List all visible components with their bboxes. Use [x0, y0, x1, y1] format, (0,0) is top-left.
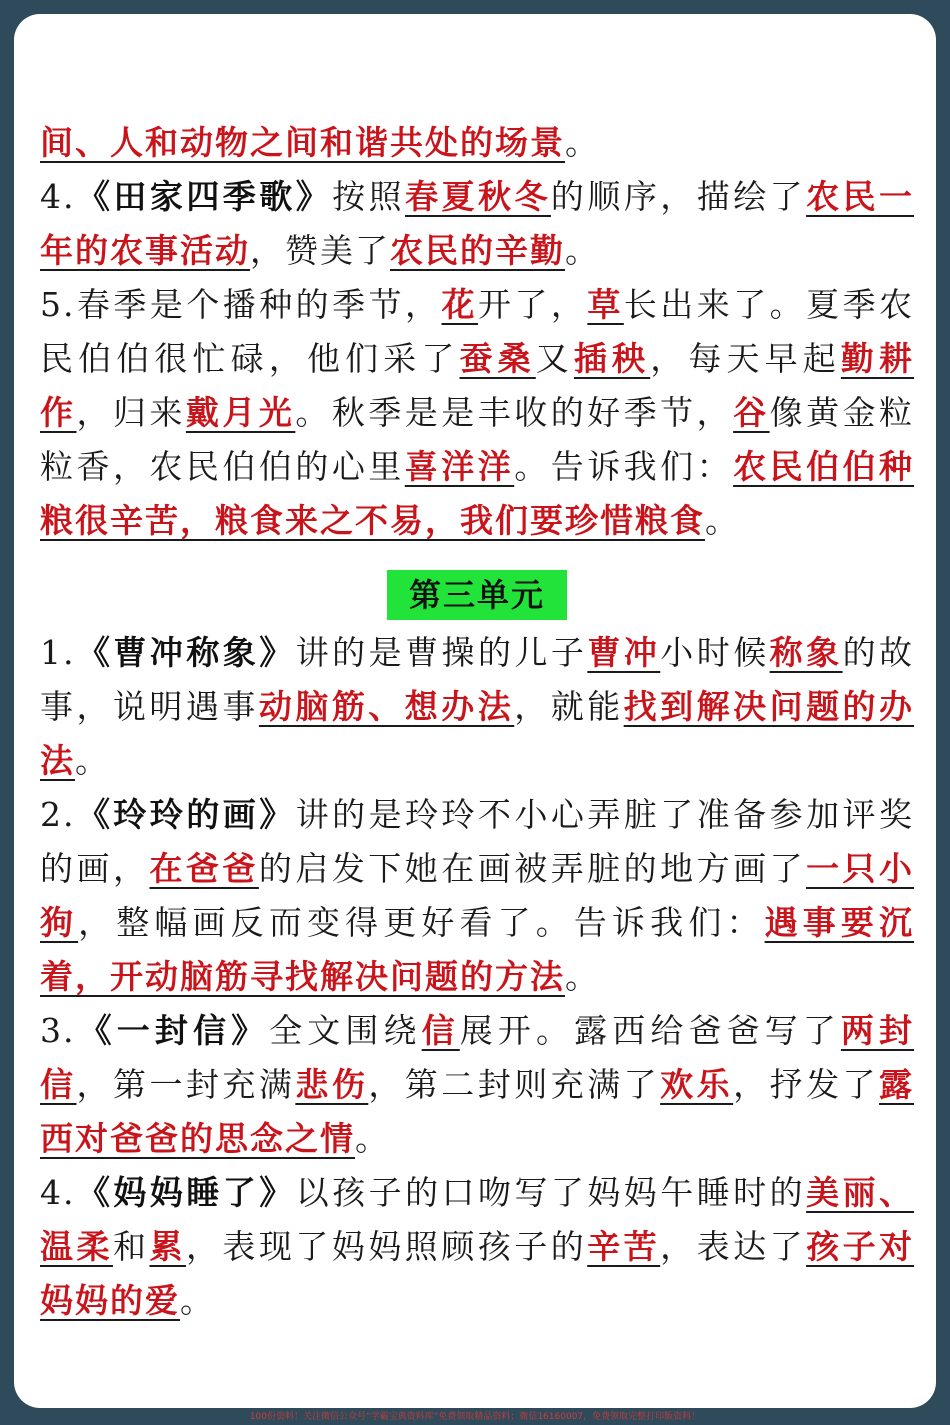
text: 。: [565, 231, 600, 270]
text: 5.春季是个播种的季节，: [40, 285, 442, 324]
keyword: 辛苦: [587, 1227, 661, 1266]
text: 的故事，说明遇事: [40, 633, 915, 726]
keyword: 戴月光: [185, 393, 296, 432]
lesson-title: 《一封信》: [75, 1011, 270, 1050]
text: 4.: [40, 177, 76, 216]
text: ，第一封充满: [76, 1065, 296, 1104]
text: ，整幅画反而变得更好看了。告诉我们：: [78, 903, 765, 942]
keyword: 谷: [733, 393, 770, 432]
keyword: 农民一年的农事活动: [40, 177, 915, 270]
text: ，抒发了: [733, 1065, 880, 1104]
keyword: 间、人和动物之间和谐共处的场景: [40, 123, 565, 162]
text: ，第二封则充满了: [368, 1065, 661, 1104]
text: 长出来了。夏季农民伯伯很忙碌，他们采了: [40, 285, 915, 378]
text: 以孩子的口吻写了妈妈午睡时的: [295, 1173, 807, 1212]
text: 1.: [40, 633, 76, 672]
text: 展开。露西给爸爸写了: [459, 1011, 841, 1050]
lesson-title: 《曹冲称象》: [75, 633, 296, 672]
keyword: 农民伯伯种粮很辛苦，粮食来之不易，我们要珍惜粮食: [40, 447, 915, 540]
text: 像黄金粒粒香，农民伯伯的心里: [40, 393, 915, 486]
keyword: 草: [587, 285, 624, 324]
paragraph-mama: [40, 1166, 914, 1328]
text: 按照: [332, 177, 406, 216]
paragraph-tianjia-sijige: [40, 170, 914, 278]
keyword: 动脑筋、想办法: [258, 687, 515, 726]
keyword: 遇事要沉着，开动脑筋寻找解决问题的方法: [40, 903, 915, 996]
footer-watermark-text: 100份资料！关注微信公众号“学霸宝典资料库”免费领取精品资料；微信16160007，免费领取完整打印版资料！: [249, 1412, 701, 1422]
keyword: 勤耕作: [40, 339, 915, 432]
keyword: 花: [441, 285, 478, 324]
text: 的启发下她在画被弄脏的地方画了: [258, 849, 807, 888]
lesson-title: 《妈妈睡了》: [75, 1173, 296, 1212]
keyword: 两封信: [40, 1011, 915, 1104]
text: ，就能: [514, 687, 624, 726]
text: 。: [565, 957, 600, 996]
text: 开了，: [477, 285, 588, 324]
lesson-title: 《田家四季歌》: [75, 177, 333, 216]
text: 。: [705, 501, 740, 540]
paragraph-lingling: [40, 788, 914, 1004]
keyword: 美丽、温柔: [40, 1173, 915, 1266]
text: 2.: [40, 795, 76, 834]
text: 。: [75, 741, 110, 780]
text: ，归来: [76, 393, 186, 432]
text: 。秋季是是丰收的好季节，: [295, 393, 734, 432]
keyword: 曹冲: [587, 633, 661, 672]
keyword: 春夏秋冬: [405, 177, 551, 216]
text: 。: [565, 123, 600, 162]
keyword: 农民的辛勤: [390, 231, 565, 270]
lesson-title: 《玲玲的画》: [75, 795, 296, 834]
paragraph-caochong: [40, 626, 914, 788]
text: 。告诉我们：: [514, 447, 734, 486]
keyword: 孩子对妈妈的爱: [40, 1227, 915, 1320]
keyword: 累: [149, 1227, 186, 1266]
keyword: 蚕桑: [459, 339, 536, 378]
text: 讲的是玲玲不小心弄脏了准备参加评奖的画，: [40, 795, 915, 888]
text: 。: [355, 1119, 390, 1158]
text: 3.: [40, 1011, 76, 1050]
keyword: 露西对爸爸的思念之情: [40, 1065, 915, 1158]
keyword: 找到解决问题的办法: [40, 687, 915, 780]
text: 和: [112, 1227, 150, 1266]
keyword: 一只小狗: [40, 849, 915, 942]
notes-content: [40, 116, 914, 1328]
keyword: 欢乐: [660, 1065, 734, 1104]
paragraph-continuation: [40, 116, 914, 170]
paragraph-seasons: [40, 278, 914, 548]
keyword: 在爸爸: [149, 849, 259, 888]
unit-heading: 第三单元: [387, 570, 567, 620]
text: 的顺序，描绘了: [550, 177, 807, 216]
keyword: 悲伤: [295, 1065, 369, 1104]
text: 。: [180, 1281, 215, 1320]
unit-heading-row: [40, 570, 914, 620]
keyword: 称象: [769, 633, 843, 672]
text: 又: [535, 339, 574, 378]
keyword: 喜洋洋: [404, 447, 515, 486]
text: ，表现了妈妈照顾孩子的: [185, 1227, 588, 1266]
paragraph-letter: [40, 1004, 914, 1166]
document-page: [14, 14, 936, 1408]
keyword: 插秧: [573, 339, 651, 378]
text: ，每天早起: [650, 339, 841, 378]
text: 4.: [40, 1173, 76, 1212]
text: ，表达了: [660, 1227, 807, 1266]
text: 全文围绕: [269, 1011, 422, 1050]
keyword: 信: [421, 1011, 460, 1050]
text: 小时候: [660, 633, 770, 672]
text: 讲的是曹操的儿子: [295, 633, 588, 672]
text: ，赞美了: [250, 231, 390, 270]
